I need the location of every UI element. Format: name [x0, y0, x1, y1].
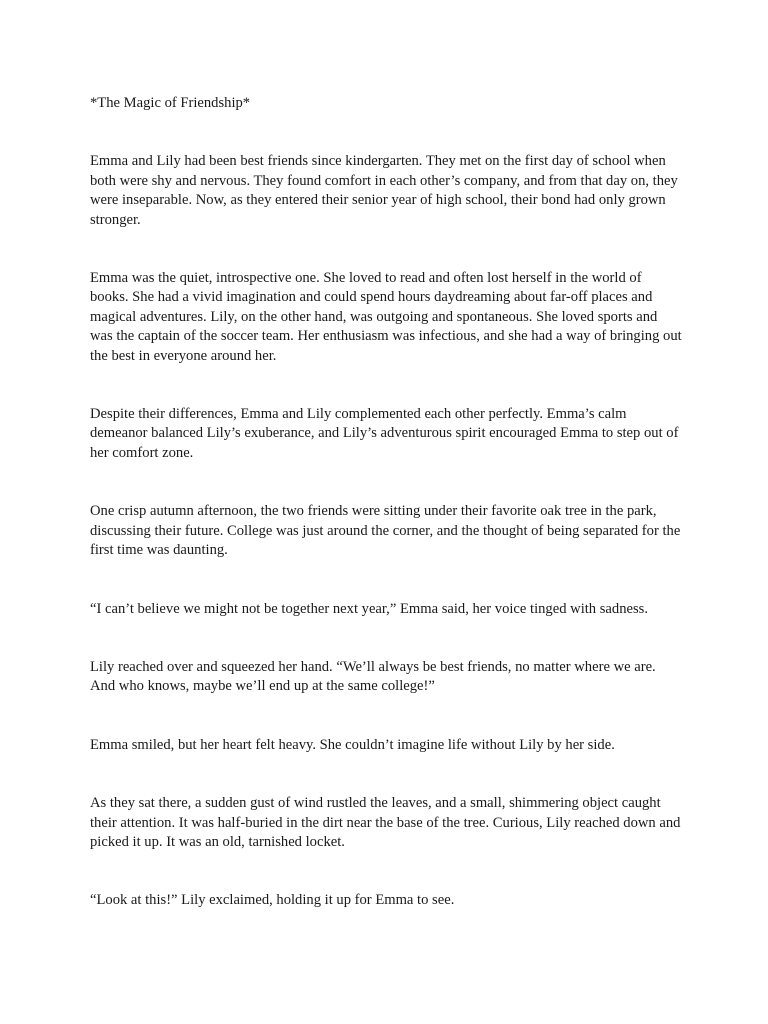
paragraph: Lily reached over and squeezed her hand. “We’ll always be best friends, no matter where we are. And who knows, maybe we’ll end up at the same college!” [90, 658, 656, 695]
paragraph: “I can’t believe we might not be together next year,” Emma said, her voice tinged with sadness. [90, 600, 648, 617]
paragraph: Emma was the quiet, introspective one. She loved to read and often lost herself in the world of books. She had a vivid imagination and could spend hours daydreaming about far-off places and magical adventures. Lily, on the other hand, was outgoing and spontaneous. She loved sports and was the captain of the soccer team. Her enthusiasm was infectious, and she had a way of bringing out the best in everyone around her. [90, 270, 682, 364]
paragraph: Emma and Lily had been best friends since kindergarten. They met on the first day of school when both were shy and nervous. They found comfort in each other’s company, and from that day on, they were inseparable. Now, as they entered their senior year of high school, their bond had only grown stronger. [90, 153, 678, 228]
document-title: *The Magic of Friendship* [90, 95, 251, 111]
paragraph: “Look at this!” Lily exclaimed, holding it up for Emma to see. [90, 892, 455, 909]
document-page [90, 94, 682, 950]
paragraph: One crisp autumn afternoon, the two friends were sitting under their favorite oak tree in the park, discussing their future. College was just around the corner, and the thought of being separated for the first time was daunting. [90, 503, 681, 559]
paragraph: As they sat there, a sudden gust of wind rustled the leaves, and a small, shimmering object caught their attention. It was half-buried in the dirt near the base of the tree. Curious, Lily reached down and picked it up. It was an old, tarnished locket. [90, 795, 681, 850]
paragraph: Despite their differences, Emma and Lily complemented each other perfectly. Emma’s calm demeanor balanced Lily’s exuberance, and Lily’s adventurous spirit encouraged Emma to step out of her comfort zone. [90, 406, 679, 461]
paragraph: Emma smiled, but her heart felt heavy. She couldn’t imagine life without Lily by her side. [90, 736, 615, 753]
